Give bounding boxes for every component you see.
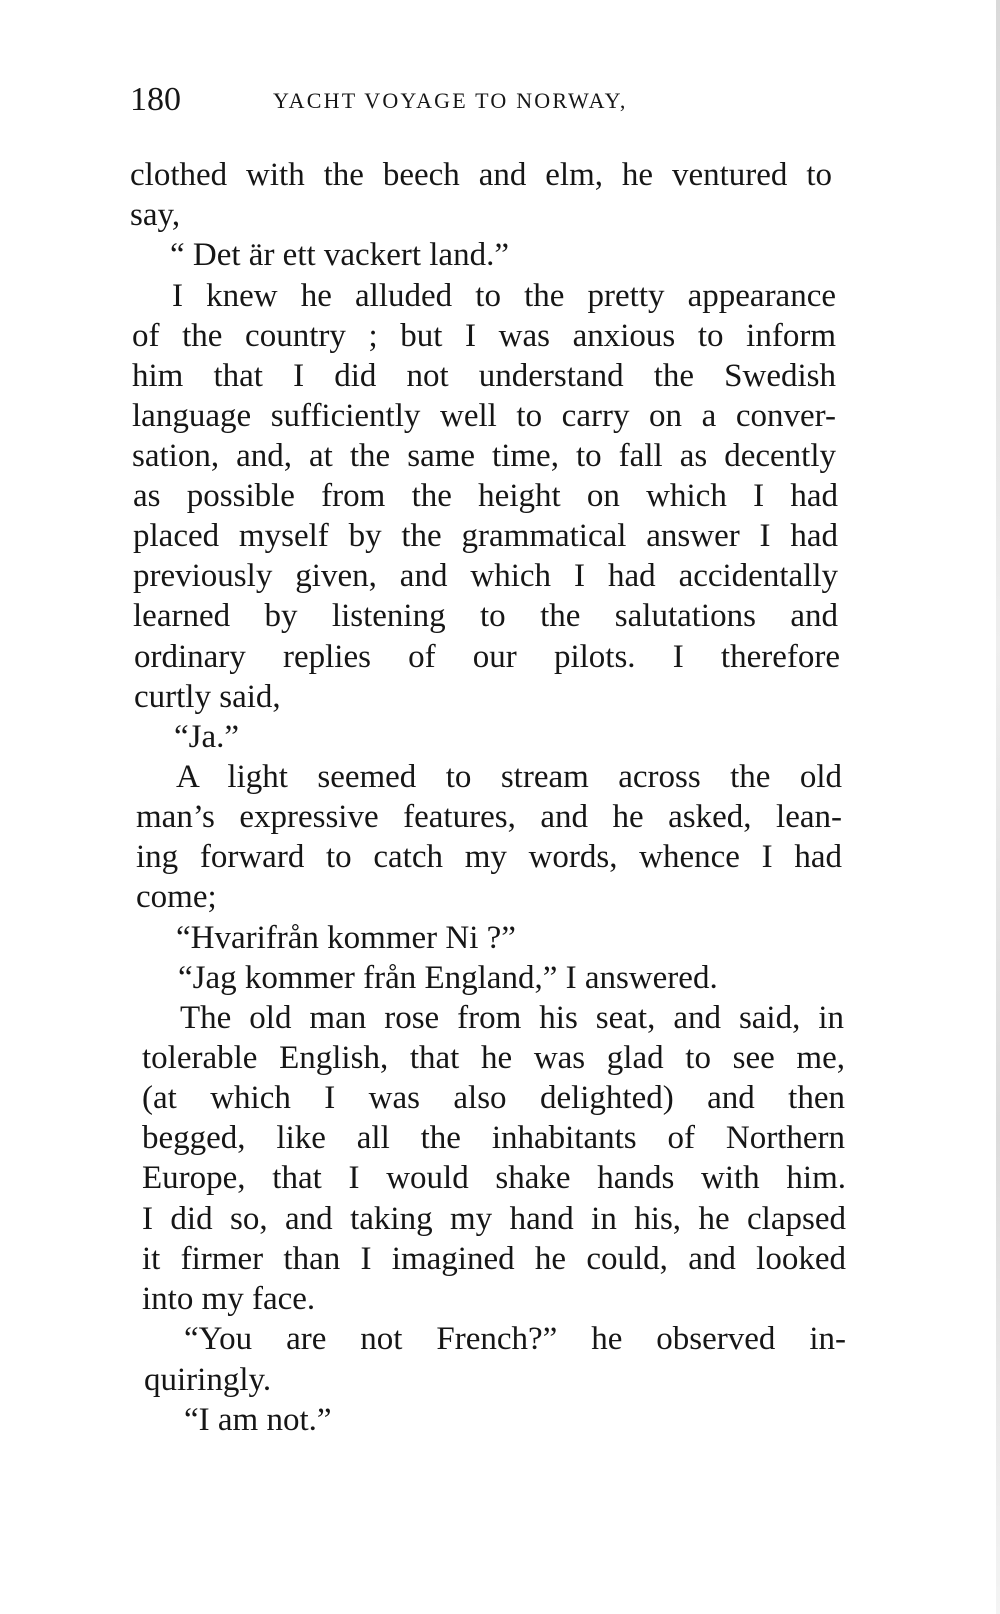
text-line: language sufficiently well to carry on a conver- (132, 398, 836, 434)
text-line: into my face. (142, 1281, 316, 1317)
text-line: The old man rose from his seat, and said, in (180, 1000, 844, 1036)
text-line: A light seemed to stream across the old (176, 759, 842, 795)
text-line: “I am not.” (184, 1402, 332, 1438)
text-line: tolerable English, that he was glad to see me, (142, 1040, 845, 1076)
page-edge-shadow (996, 0, 1000, 1614)
text-line: say, (130, 197, 181, 233)
text-line: come; (136, 879, 217, 915)
text-line: clothed with the beech and elm, he ventured to (130, 157, 832, 193)
text-line: placed myself by the grammatical answer I had (133, 518, 838, 554)
page-number: 180 (130, 81, 181, 118)
text-line: “You are not French?” he observed in- (184, 1321, 846, 1357)
text-line: sation, and, at the same time, to fall as decently (132, 438, 836, 474)
text-line: quiringly. (144, 1362, 272, 1398)
text-line: it firmer than I imagined he could, and looked (142, 1241, 846, 1277)
text-line: previously given, and which I had accidentally (133, 558, 838, 594)
text-line: as possible from the height on which I had (133, 478, 838, 514)
text-line: ing forward to catch my words, whence I had (136, 839, 842, 875)
text-line: man’s expressive features, and he asked, lean- (136, 799, 842, 835)
text-line: “Jag kommer från England,” I answered. (178, 960, 718, 996)
text-line: (at which I was also delighted) and then (142, 1080, 845, 1116)
text-line: “ Det är ett vackert land.” (170, 237, 509, 273)
text-line: Europe, that I would shake hands with him. (142, 1160, 846, 1196)
text-line: I knew he alluded to the pretty appearance (172, 278, 836, 314)
text-line: him that I did not understand the Swedish (132, 358, 836, 394)
text-line: learned by listening to the salutations and (133, 598, 838, 634)
running-title: YACHT VOYAGE TO NORWAY, (273, 88, 628, 113)
text-line: “Ja.” (174, 719, 240, 755)
text-line: curtly said, (134, 679, 281, 715)
text-line: “Hvarifrån kommer Ni ?” (176, 920, 516, 956)
running-header (130, 80, 850, 120)
text-line: ordinary replies of our pilots. I therefore (134, 639, 840, 675)
text-line: I did so, and taking my hand in his, he clapsed (142, 1201, 846, 1237)
text-line: of the country ; but I was anxious to inform (132, 318, 836, 354)
text-line: begged, like all the inhabitants of Northern (142, 1120, 845, 1156)
